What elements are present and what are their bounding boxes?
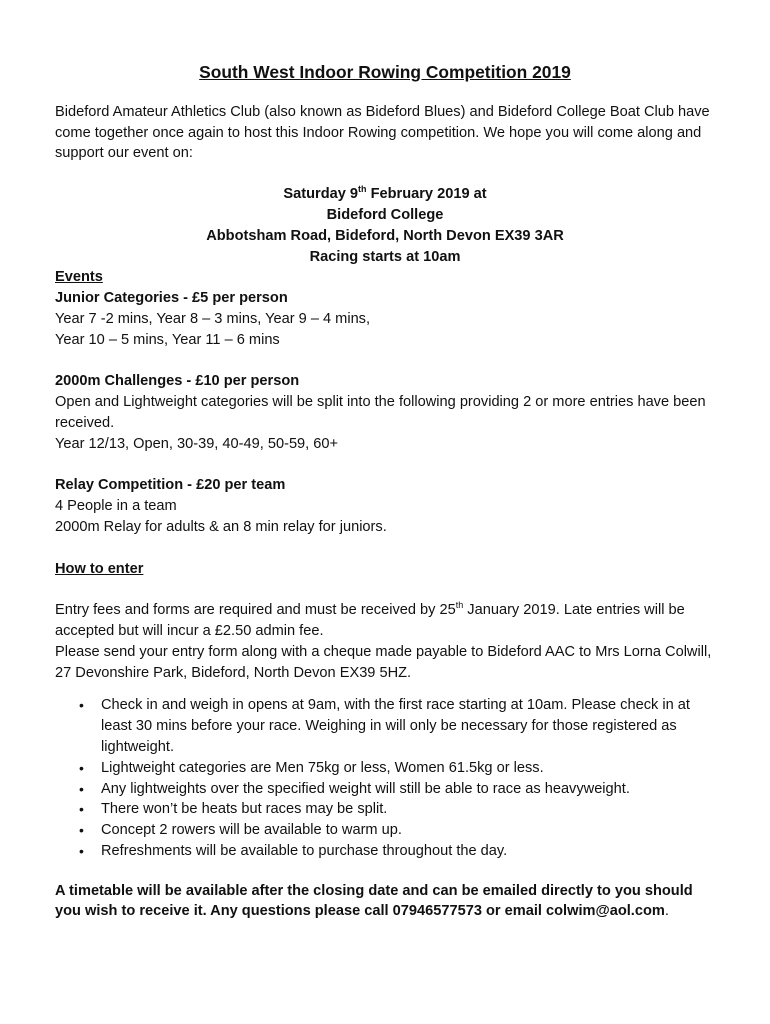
closing-note: A timetable will be available after the closing date and can be emailed directly to you should you wish to receive it. Any questions please call 07946577573 or email colwim@aol.com.	[55, 882, 693, 920]
events-heading: Events	[55, 269, 103, 286]
relay-line-2: 2000m Relay for adults & an 8 min relay for juniors.	[55, 518, 387, 535]
event-venue: Bideford College	[326, 206, 444, 223]
challenge-line-2: Year 12/13, Open, 30-39, 40-49, 50-59, 60+	[55, 435, 339, 452]
list-item: • Any lightweights over the specified weight will still be able to race as heavyweight.	[101, 779, 715, 800]
document-page	[55, 62, 715, 922]
junior-heading: Junior Categories - £5 per person	[55, 290, 288, 307]
event-start-time: Racing starts at 10am	[309, 248, 461, 265]
list-item: • Concept 2 rowers will be available to warm up.	[101, 820, 715, 841]
event-date: Saturday 9th February 2019 at	[283, 184, 487, 203]
junior-line-2: Year 10 – 5 mins, Year 11 – 6 mins	[55, 331, 280, 348]
list-item: • Check in and weigh in opens at 9am, with the first race starting at 10am. Please check in at least 30 mins before your race. Weighing in will only be necessary for those registered as lightweight.	[101, 695, 715, 757]
intro-paragraph: Bideford Amateur Athletics Club (also known as Bideford Blues) and Bideford College Boat Club have come together once again to host this Indoor Rowing competition. We hope you will come along and support our event on:	[55, 103, 710, 162]
event-address: Abbotsham Road, Bideford, North Devon EX39 3AR	[206, 227, 564, 244]
entry-deadline-paragraph: Entry fees and forms are required and must be received by 25th January 2019. Late entries will be accepted but will incur a £2.50 admin fee.	[55, 600, 685, 639]
event-details	[55, 184, 715, 267]
relay-line-1: 4 People in a team	[55, 498, 177, 515]
info-list	[55, 695, 715, 861]
list-item: • Lightweight categories are Men 75kg or less, Women 61.5kg or less.	[101, 758, 715, 779]
page-title: South West Indoor Rowing Competition 2019	[199, 62, 571, 82]
entry-address-paragraph: Please send your entry form along with a cheque made payable to Bideford AAC to Mrs Lorna Colwill, 27 Devonshire Park, Bideford, North Devon EX39 5HZ.	[55, 643, 712, 681]
challenge-heading: 2000m Challenges - £10 per person	[55, 373, 300, 390]
list-item: • Refreshments will be available to purchase throughout the day.	[101, 841, 715, 862]
challenge-line-1: Open and Lightweight categories will be split into the following providing 2 or more entries have been received.	[55, 394, 706, 431]
junior-line-1: Year 7 -2 mins, Year 8 – 3 mins, Year 9 – 4 mins,	[55, 310, 371, 327]
how-to-enter-heading: How to enter	[55, 560, 144, 577]
list-item: • There won’t be heats but races may be split.	[101, 799, 715, 820]
relay-heading: Relay Competition - £20 per team	[55, 477, 286, 494]
